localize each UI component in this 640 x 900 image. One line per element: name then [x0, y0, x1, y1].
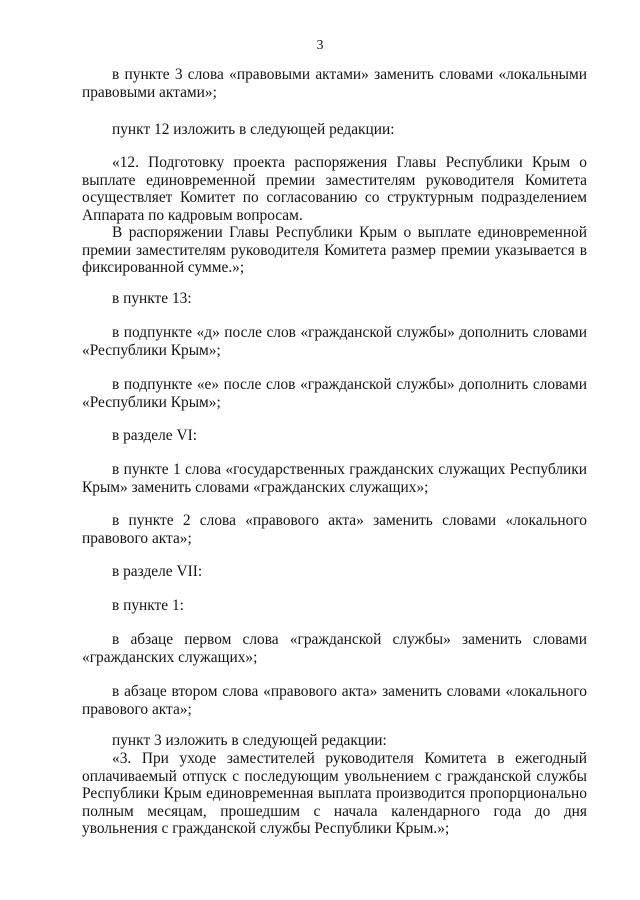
paragraph-2: пункт 12 изложить в следующей редакции:: [112, 121, 395, 138]
paragraph-5: в пункте 13:: [112, 290, 192, 307]
paragraph-10: в пункте 2 слова «правового акта» заменить словами «локального правового акта»;: [82, 512, 587, 547]
paragraph-13: в абзаце первом слова «гражданской службы» заменить словами «гражданских служащих»;: [82, 631, 587, 666]
paragraph-4: В распоряжении Главы Республики Крым о выплате единовременной премии заместителям руководителя Комитета размер премии указывается в фиксированной сумме.»;: [82, 224, 587, 277]
paragraph-9: в пункте 1 слова «государственных гражданских служащих Республики Крым» заменить словами «гражданских служащих»;: [82, 461, 587, 496]
paragraph-15: пункт 3 изложить в следующей редакции:: [112, 732, 387, 749]
paragraph-7: в подпункте «е» после слов «гражданской службы» дополнить словами «Республики Крым»;: [82, 376, 587, 411]
paragraph-16: «3. При уходе заместителей руководителя Комитета в ежегодный оплачиваемый отпуск с последующим увольнением с гражданской службы Республики Крым единовременная выплата производится пропорционально полным месяцам, прошедшим с начала календарного года до дня увольнения с гражданской службы Республики Крым.»;: [82, 750, 587, 838]
paragraph-11: в разделе VII:: [112, 563, 203, 580]
paragraph-8: в разделе VI:: [112, 427, 197, 444]
paragraph-6: в подпункте «д» после слов «гражданской службы» дополнить словами «Республики Крым»;: [82, 324, 587, 359]
paragraph-12: в пункте 1:: [112, 597, 184, 614]
page-number: 3: [316, 38, 324, 53]
paragraph-3: «12. Подготовку проекта распоряжения Главы Республики Крым о выплате единовременной премии заместителям руководителя Комитета осуществляет Комитет по согласованию со структурным подразделением Аппарата по кадровым вопросам.: [82, 154, 587, 224]
paragraph-1: в пункте 3 слова «правовыми актами» заменить словами «локальными правовыми актами»;: [82, 66, 587, 101]
paragraph-14: в абзаце втором слова «правового акта» заменить словами «локального правового акта»;: [82, 683, 587, 718]
